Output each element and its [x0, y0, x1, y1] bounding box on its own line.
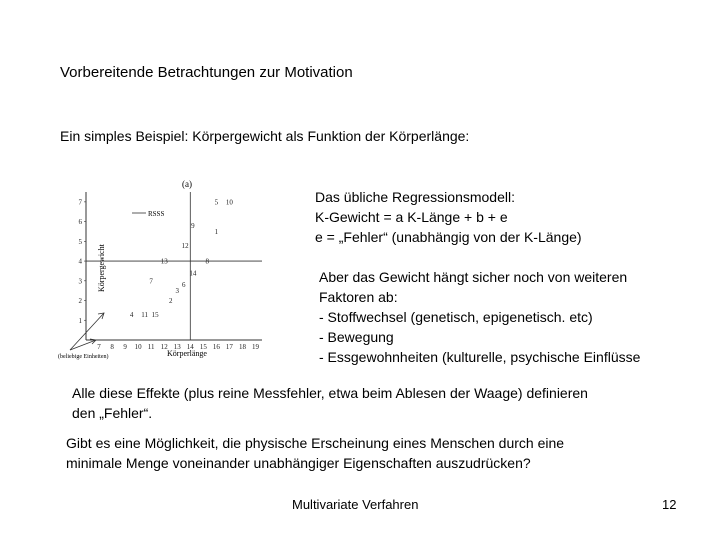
legend [132, 210, 164, 218]
question-line: Gibt es eine Möglichkeit, die physische Erscheinung eines Menschen durch eine [66, 435, 565, 451]
factors-text [319, 267, 640, 367]
factor-line: - Essgewohnheiten (kulturelle, psychische Einflüsse [319, 349, 641, 365]
data-point-label: 10 [225, 198, 233, 207]
x-tick-label: 19 [251, 343, 259, 351]
x-tick-label: 16 [212, 343, 220, 351]
data-point-label: 5 [214, 198, 219, 207]
data-point-label: 12 [181, 241, 189, 250]
data-point-label: 13 [160, 257, 168, 266]
data-point-label: 7 [149, 277, 153, 286]
factor-line: - Bewegung [319, 329, 394, 345]
data-point-label: 9 [191, 222, 195, 231]
model-line: Das übliche Regressionsmodell: [315, 189, 515, 205]
question-text [66, 433, 564, 473]
y-tick-label: 7 [78, 198, 82, 207]
y-tick-labels [79, 198, 87, 324]
x-tick-label: 17 [225, 343, 233, 351]
x-tick-label: 7 [97, 343, 101, 351]
effects-line: den „Fehler“. [72, 405, 153, 421]
effects-text [72, 383, 588, 423]
page-number: 12 [662, 497, 677, 512]
y-axis-label: Körpergewicht [97, 244, 106, 292]
x-tick-label: 10 [134, 343, 142, 351]
regression-model-text [315, 187, 582, 247]
data-points [130, 198, 234, 318]
slide-title: Vorbereitende Betrachtungen zur Motivation [60, 64, 353, 81]
y-tick-label: 1 [78, 316, 82, 325]
x-tick-label: 12 [160, 343, 168, 351]
model-line: e = „Fehler“ (unabhängig von der K-Länge) [315, 229, 582, 245]
data-point-label: 4 [129, 310, 134, 319]
model-line: K-Gewicht = a K-Länge + b + e [315, 209, 508, 225]
data-point-label: 15 [151, 310, 159, 319]
x-tick-label: 11 [147, 343, 155, 351]
y-tick-label: 2 [78, 297, 82, 306]
unit-note: (beliebige Einheiten) [58, 354, 109, 360]
x-tick-label: 9 [123, 343, 127, 351]
data-point-label: 1 [214, 227, 219, 236]
y-tick-label: 5 [78, 237, 82, 246]
height-weight-scatter-figure [56, 176, 268, 366]
data-point-label: 2 [168, 297, 173, 306]
effects-line: Alle diese Effekte (plus reine Messfehler, etwa beim Ablesen der Waage) definieren [72, 385, 588, 401]
intro-text: Ein simples Beispiel: Körpergewicht als Funktion der Körperlänge: [60, 128, 470, 144]
x-tick-label: 18 [238, 343, 246, 351]
factor-line: - Stoffwechsel (genetisch, epigenetisch. etc) [319, 309, 593, 325]
panel-label: (a) [182, 179, 192, 189]
x-tick-label: 14 [186, 343, 194, 351]
factor-line: Aber das Gewicht hängt sicher noch von weiteren [319, 269, 628, 285]
data-point-label: 8 [205, 257, 209, 266]
x-tick-label: 8 [110, 343, 114, 351]
data-point-label: 11 [141, 310, 149, 319]
y-tick-label: 4 [78, 257, 82, 266]
legend-label: RSSS [148, 210, 165, 218]
y-tick-label: 6 [78, 218, 82, 227]
footer-text: Multivariate Verfahren [292, 497, 419, 512]
data-point-label: 14 [189, 269, 197, 278]
x-tick-label: 13 [173, 343, 181, 351]
x-axis-label: Körperlänge [167, 349, 207, 358]
x-tick-label: 15 [199, 343, 207, 351]
question-line: minimale Menge voneinander unabhängiger Eigenschaften auszudrücken? [66, 455, 531, 471]
factor-line: Faktoren ab: [319, 289, 398, 305]
y-tick-label: 3 [78, 277, 82, 286]
data-point-label: 3 [175, 287, 180, 296]
data-point-label: 6 [182, 281, 186, 290]
